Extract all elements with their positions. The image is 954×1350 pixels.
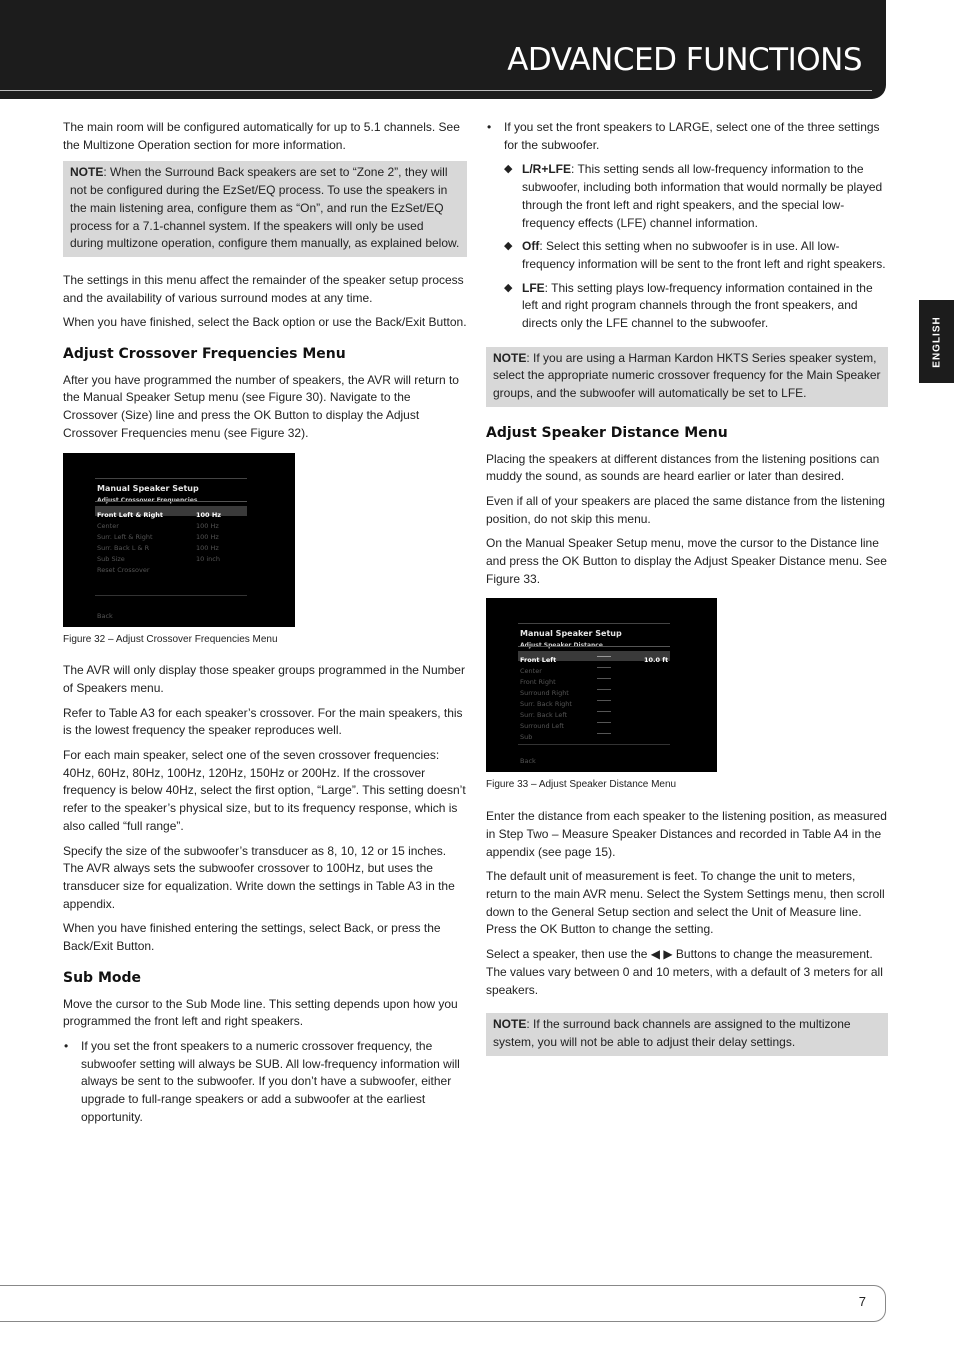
menu-row-value: 100 Hz [196,510,222,519]
paragraph: Move the cursor to the Sub Mode line. This setting depends upon how you programmed the front left and right speakers. [63,996,458,1029]
paragraph: On the Manual Speaker Setup menu, move the cursor to the Distance line and press the OK Button to display the Adjust Speaker Distance menu. See Figure 33. [486,536,887,586]
sub-bullet-item [486,161,888,232]
menu-rule [95,595,247,596]
menu-row-label: Sub Size [97,554,125,563]
bullet-item: • If you set the front speakers to LARGE, select one of the three settings for the subwoofer. [486,119,888,154]
menu-row-label: Surround Left [520,722,564,731]
menu-row-value: 10.0 ft [644,656,669,665]
menu-row-label: Front Right [520,678,556,687]
section-heading-crossover: Adjust Crossover Frequencies Menu [63,346,346,363]
figure-33-screenshot [486,598,717,772]
paragraph: Placing the speakers at different distances from the listening positions can muddy the sound, as sounds are heard earlier or later than desired. [486,451,880,484]
sub-bullet-text: : Select this setting when no subwoofer is in use. All low-frequency information will be sent to the front left and right speakers. [522,239,886,271]
section-heading-sub-mode: Sub Mode [63,969,142,986]
paragraph: Enter the distance from each speaker to the listening position, as measured in Step Two – Measure Speaker Distances and recorded in Table A4 in the appendix (see page 15). [486,809,887,859]
distance-bar [597,722,611,723]
menu-row-label: Reset Crossover [97,565,150,574]
diamond-bullet-icon: ◆ [504,163,513,176]
note-box [486,347,888,407]
bullet-item: • If you set the front speakers to a numeric crossover frequency, the subwoofer setting will always be SUB. All low-frequency information will always be sent to the subwoofer. If you don’t have a subwoofer, either upgrade to full-range speakers or add a subwoofer at the earliest opportunity. [63,1038,467,1127]
menu-rule [518,744,670,745]
note-box [63,161,467,257]
menu-back: Back [97,611,113,620]
distance-bar [597,711,611,712]
menu-row-label: Surr. Back Right [520,700,572,709]
paragraph: The settings in this menu affect the remainder of the speaker setup process and the availability of various surround modes at any time. [63,272,464,305]
sub-bullet-label: LFE [522,280,545,295]
footer-frame [0,1285,886,1322]
left-column [63,119,467,1133]
menu-row-label: Center [97,521,119,530]
left-right-arrow-icons: ◀ ▶ [650,947,673,962]
page-title: ADVANCED FUNCTIONS [507,42,862,78]
diamond-bullet-icon: ◆ [504,240,513,253]
language-tab-label: ENGLISH [931,315,942,368]
menu-top-rule [518,623,670,624]
note-label: NOTE [493,350,527,365]
paragraph: After you have programmed the number of speakers, the AVR will return to the Manual Speaker Setup menu (see Figure 30). Navigate to the Crossover (Size) line and press the OK Button to display the Adjust Crossover Frequencies menu (see Figure 32). [63,372,459,440]
page-number: 7 [858,1294,866,1309]
note-label: NOTE [70,165,104,180]
sub-bullet-item [486,238,888,273]
distance-bar [597,689,611,690]
menu-row-value: 10 inch [196,554,220,563]
diamond-bullet-icon: ◆ [504,281,513,294]
distance-bar [597,678,611,679]
sub-bullet-label: L/R+LFE [522,162,572,177]
menu-rule [518,646,670,647]
paragraph: The default unit of measurement is feet. To change the unit to meters, return to the main AVR menu. Select the System Settings menu, then scroll down to the General Setup section and select the Unit of Measure line. Press the OK Button to change the setting. [486,869,885,937]
figure-caption: Figure 32 – Adjust Crossover Frequencies Menu [63,633,278,645]
paragraph: Refer to Table A3 for each speaker’s crossover. For the main speakers, this is the lowest frequency the speaker reproduces well. [63,705,463,738]
note-box [486,1013,888,1055]
paragraph: When you have finished, select the Back option or use the Back/Exit Button. [63,315,467,330]
distance-bar [597,656,611,657]
paragraph: The main room will be configured automatically for up to 5.1 channels. See the Multizone Operation section for more information. [63,120,460,152]
sub-bullet-text: : This setting plays low-frequency information contained in the left and right program channels through the front speakers, and directs only the LFE channel to the subwoofer. [522,280,873,331]
menu-back: Back [520,757,536,766]
language-tab [919,300,954,383]
figure-32-screenshot [63,453,295,627]
menu-rule [95,501,247,502]
paragraph: The AVR will only display those speaker groups programmed in the Number of Speakers menu. [63,663,465,695]
sub-bullet-text: : This setting sends all low-frequency information to the subwoofer, including both information that would normally be played through the front left and right speakers, and the special low-frequency effects (LFE) channel information. [522,162,883,230]
section-heading-distance: Adjust Speaker Distance Menu [486,424,728,441]
paragraph-text: Buttons to change the measurement. The values vary between 0 and 10 meters, with a default of 3 meters for all speakers. [486,947,883,997]
note-text: : If you are using a Harman Kardon HKTS Series speaker system, select the appropriate numeric crossover frequency for the Main Speaker groups, and the subwoofer will automatically be set to LFE. [493,350,881,401]
distance-bar [597,667,611,668]
sub-bullet-label: Off [522,239,540,254]
figure-caption: Figure 33 – Adjust Speaker Distance Menu [486,779,677,791]
menu-top-rule [95,478,247,479]
paragraph: Even if all of your speakers are placed the same distance from the listening position, do not skip this menu. [486,493,885,526]
note-label: NOTE [493,1017,527,1032]
note-text: : If the surround back channels are assigned to the multizone system, you will not be able to adjust their delay settings. [493,1017,851,1049]
sub-bullet-item [486,280,888,333]
distance-bar [597,700,611,701]
menu-row-value: 100 Hz [196,532,219,541]
paragraph: Specify the size of the subwoofer’s transducer as 8, 10, 12 or 15 inches. The AVR always sets the subwoofer crossover to 100Hz, but uses the transducer size for equalization. Write down the settings in Table A3 in the appendix. [63,843,455,911]
menu-title: Manual Speaker Setup [520,629,622,639]
menu-row-label: Surround Right [520,689,569,698]
menu-row-value: 100 Hz [196,543,219,552]
menu-row-label: Surr. Left & Right [97,532,153,541]
paragraph-text: Select a speaker, then use the [486,947,651,962]
note-text: : When the Surround Back speakers are set to “Zone 2”, they will not be configured during the EzSet/EQ process. To use the speakers in the main listening area, configure them as “On”, and run the EzSet/EQ process for a 7.1-channel system. If the speakers will only be used during multizone operation, configure them manually, as explained below. [70,165,460,251]
menu-row-label: Center [520,667,542,676]
menu-title: Manual Speaker Setup [97,483,199,493]
menu-row-label: Sub [520,733,533,742]
paragraph: For each main speaker, select one of the seven crossover frequencies: 40Hz, 60Hz, 80Hz, 100Hz, 120Hz, 150Hz or 200Hz. If the crossover frequency is below 40Hz, select the first option, “Large”. This setting doesn’t refer to the speaker’s physical size, but to its frequency response, which is also called “full range”. [63,748,466,833]
right-column [486,119,888,1071]
paragraph: When you have finished entering the settings, select Back, or press the Back/Exit Button. [63,921,441,954]
menu-row-label: Front Left & Right [97,510,163,519]
distance-bar [597,733,611,734]
menu-row-value: 100 Hz [196,521,219,530]
menu-row-label: Surr. Back Left [520,711,568,720]
menu-row-label: Front Left [520,656,557,665]
header-divider [0,90,872,91]
paragraph [486,946,888,999]
menu-row-label: Surr. Back L & R [97,543,150,552]
